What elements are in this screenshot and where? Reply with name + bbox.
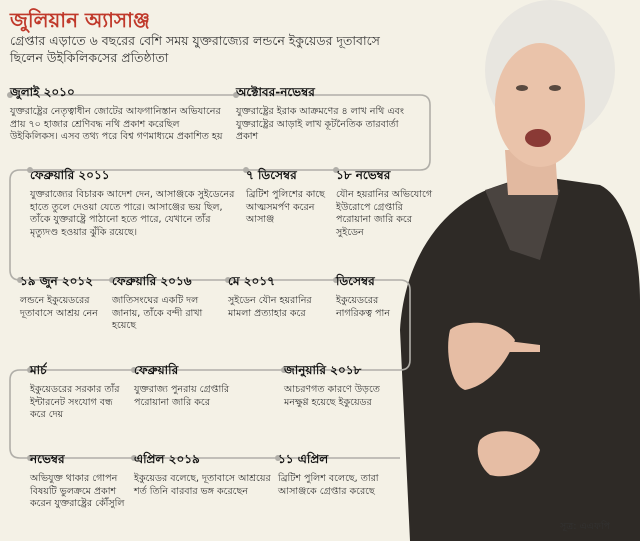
timeline-event [30,167,238,239]
event-text: ইকুয়েডরের নাগরিকত্ব পান [336,295,390,319]
timeline-event [284,362,404,409]
event-date: অক্টোবর-নভেম্বর [236,85,315,99]
event-text: ব্রিটিশ পুলিশের কাছে আত্মসমর্পণ করেন আসাঞ্জ [246,189,325,225]
event-text: ইকুয়েডর বলেছে, দূতাবাসে আশ্রয়ের শর্ত তিনি বারবার ভঙ্গ করেছেন [134,473,271,497]
event-date: এপ্রিল ২০১৯ [134,452,200,466]
event-text: অভিযুক্ত থাকার গোপন বিষয়টি ভুলক্রমে প্রকাশ করেন যুক্তরাষ্ট্রের কৌঁসুলি [30,473,125,509]
timeline-event [278,451,398,498]
timeline-event [134,451,274,498]
event-date: মে ২০১৭ [228,274,275,288]
timeline-event [134,362,254,409]
timeline-event [30,451,130,511]
timeline-event [30,362,126,422]
event-text: যুক্তরাজ্যের বিচারক আদেশ দেন, আসাঞ্জকে সুইডেনের হাতে তুলে দেওয়া যেতে পারে। আসাঞ্জের ভয় ছিল, তাঁকে যুক্তরাষ্ট্রে পাঠানো হতে পারে, যেখানে তাঁর মৃত্যুদণ্ড হওয়ার ঝুঁকি রয়েছে। [30,189,235,238]
event-text: সুইডেন যৌন হয়রানির মামলা প্রত্যাহার করে [228,295,312,319]
event-text: ব্রিটিশ পুলিশ বলেছে, তারা আসাঞ্জকে গ্রেপ্তার করেছে [278,473,379,497]
timeline-event [336,273,406,320]
event-date: ফেব্রুয়ারি [134,363,179,377]
event-date: ১১ এপ্রিল [278,452,329,466]
timeline-event [236,84,416,144]
event-text: আচরণগত কারণে উড়তে মনক্ষুণ্ণ হয়েছে ইকুয়েডর [284,384,380,408]
event-date: জুলাই ২০১০ [10,85,75,99]
timeline-event [228,273,332,320]
event-date: ১৮ নভেম্বর [336,168,391,182]
event-date: ডিসেম্বর [336,274,375,288]
event-date: জানুয়ারি ২০১৮ [284,363,362,377]
event-date: নভেম্বর [30,452,65,466]
event-date: মার্চ [30,363,47,377]
event-text: জাতিসংঘের একটি দল জানায়, তাঁকে বন্দী রাখা হয়েছে [112,295,203,331]
event-text: যুক্তরাজ্য পুনরায় গ্রেপ্তারি পরোয়ানা জারি করে [134,384,230,408]
event-text: যৌন হয়রানির অভিযোগে ইউরোপে গ্রেপ্তারি পরোয়ানা জারি করে সুইডেন [336,189,433,238]
timeline-event [20,273,110,320]
event-date: ১৯ জুন ২০১২ [20,274,94,288]
source-credit: সূত্র: এএফপি [559,521,610,532]
timeline-event [336,167,436,239]
timeline-event [10,84,230,144]
event-date: ফেব্রুয়ারি ২০১৬ [112,274,192,288]
timeline-event [246,167,332,227]
page-title: জুলিয়ান অ্যাসাঞ্জ [10,8,151,32]
event-text: যুক্তরাষ্ট্রের নেতৃত্বাধীন জোটের আফগানিস্তান অভিযানের প্রায় ৭০ হাজার শ্রেণিবদ্ধ নথি প্রকাশ করেছিল উইকিলিকস। এসব তথ্য পরে বিশ্ব গণমাধ্যমে প্রকাশিত হয় [10,106,223,142]
event-date: ৭ ডিসেম্বর [246,168,297,182]
event-text: যুক্তরাষ্ট্রের ইরাক আক্রমণের ৪ লাখ নথি এবং যুক্তরাষ্ট্রের আড়াই লাখ কূটনৈতিক তারবার্তা প্রকাশ [236,106,404,142]
page-subtitle: গ্রেপ্তার এড়াতে ৬ বছরের বেশি সময় যুক্তরাজ্যের লন্ডনে ইকুয়েডর দূতাবাসে ছিলেন উইকিলিকসের প্রতিষ্ঠাতা [10,33,380,65]
event-date: ফেব্রুয়ারি ২০১১ [30,168,110,182]
event-text: ইকুয়েডরের সরকার তাঁর ইন্টারনেট সংযোগ বন্ধ করে দেয় [30,384,120,420]
timeline-event [112,273,224,333]
event-text: লন্ডনে ইকুয়েডরের দূতাবাসে আশ্রয় নেন [20,295,98,319]
